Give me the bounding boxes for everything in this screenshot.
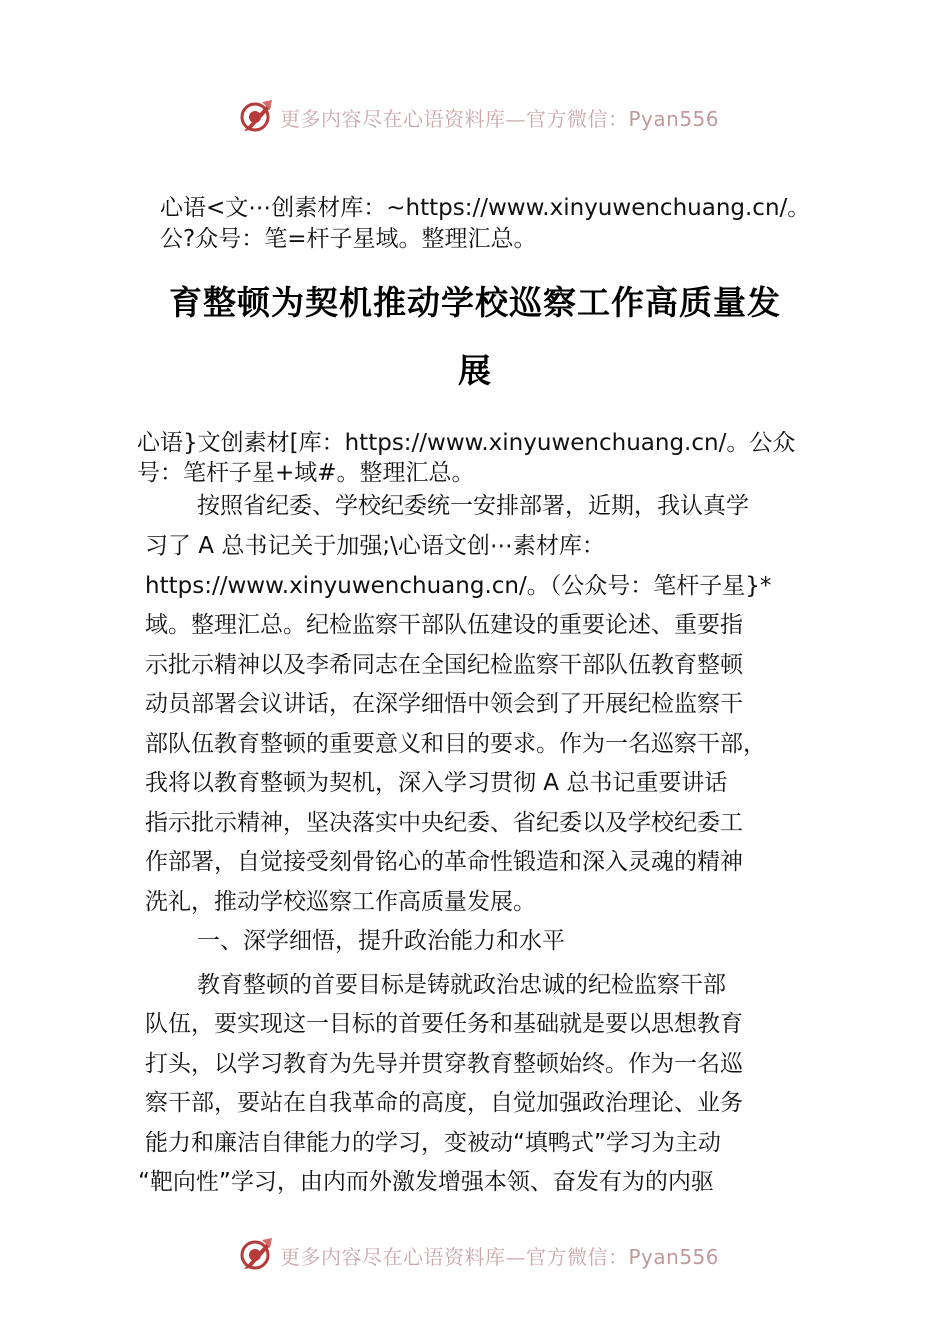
paragraph-2-line: 教育整顿的首要目标是铸就政治忠诚的纪检监察干部 [197,972,726,998]
document-title-line-2: 展 [458,351,492,390]
banner-text: 更多内容尽在心语资料库—官方微信：Pyan556 [280,107,720,131]
top-banner [0,98,950,138]
quill-logo-icon [238,98,274,134]
bottom-banner [0,1236,950,1276]
paragraph-1-line: 动员部署会议讲话，在深学细悟中领会到了开展纪检监察干 [145,691,743,717]
section-heading: 一、深学细悟，提升政治能力和水平 [197,928,565,954]
banner-text: 更多内容尽在心语资料库—官方微信：Pyan556 [280,1245,720,1269]
source-line-2: 号：笔杆子星+域#。整理汇总。 [137,460,475,486]
header-line-1: 心语<文⋯创素材库：~https://www.xinyuwenchuang.cn/。 [160,195,811,221]
paragraph-1-line: 作部署，自觉接受刻骨铭心的革命性锻造和深入灵魂的精神 [145,849,743,875]
paragraph-2-line: 打头，以学习教育为先导并贯穿教育整顿始终。作为一名巡 [145,1051,743,1077]
paragraph-2-line: “靶向性”学习，由内而外激发增强本领、奋发有为的内驱 [138,1169,714,1195]
banner-handle: Pyan556 [628,1245,720,1269]
banner-handle: Pyan556 [628,107,720,131]
quill-logo-icon [238,1236,274,1272]
paragraph-1-line: 习了 A 总书记关于加强;\心语文创⋯素材库： [145,533,605,559]
paragraph-2-line: 队伍，要实现这一目标的首要任务和基础就是要以思想教育 [145,1011,743,1037]
document-title-line-1: 育整顿为契机推动学校巡察工作高质量发 [169,283,781,322]
paragraph-1-line: 指示批示精神，坚决落实中央纪委、省纪委以及学校纪委工 [145,810,743,836]
paragraph-1-line: https://www.xinyuwenchuang.cn/。（公众号：笔杆子星}* [145,573,772,599]
header-line-2: 公?众号：笔=杆子星域。整理汇总。 [160,226,537,252]
paragraph-1-line: 示批示精神以及李希同志在全国纪检监察干部队伍教育整顿 [145,652,743,678]
paragraph-1-line: 域。整理汇总。纪检监察干部队伍建设的重要论述、重要指 [145,612,743,638]
paragraph-2-line: 能力和廉洁自律能力的学习，变被动“填鸭式”学习为主动 [145,1130,721,1156]
paragraph-1-line: 洗礼，推动学校巡察工作高质量发展。 [145,889,536,915]
source-line-1: 心语}文创素材[库：https://www.xinyuwenchuang.cn/。公众 [137,430,796,456]
paragraph-1-line: 我将以教育整顿为契机，深入学习贯彻 A 总书记重要讲话 [145,770,728,796]
paragraph-1-line: 部队伍教育整顿的重要意义和目的要求。作为一名巡察干部， [145,731,766,757]
paragraph-1-line: 按照省纪委、学校纪委统一安排部署，近期，我认真学 [197,493,749,519]
paragraph-2-line: 察干部，要站在自我革命的高度，自觉加强政治理论、业务 [145,1090,743,1116]
